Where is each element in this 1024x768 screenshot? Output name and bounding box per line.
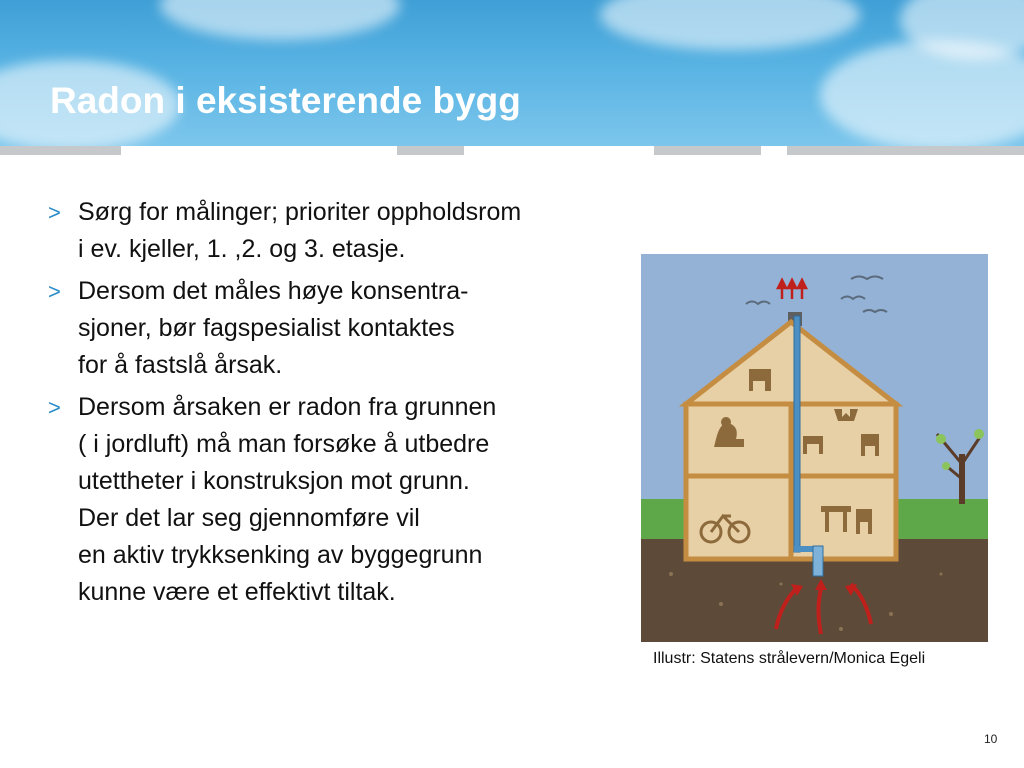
chevron-right-icon: > bbox=[48, 395, 61, 420]
bullet-text: Sørg for målinger; prioriter oppholdsrom i ev. kjeller, 1. ,2. og 3. etasje. bbox=[78, 198, 522, 263]
slide-title: Radon i eksisterende bygg bbox=[50, 80, 521, 121]
header-banner bbox=[0, 0, 1024, 146]
table-icon bbox=[821, 506, 851, 512]
bullet-item bbox=[48, 389, 648, 611]
radon-pipe bbox=[794, 316, 800, 552]
page-number: 10 bbox=[984, 732, 998, 746]
radon-sump bbox=[813, 546, 823, 576]
person-figure-icon bbox=[721, 417, 731, 427]
radon-house-illustration bbox=[641, 254, 988, 642]
bullet-item bbox=[48, 273, 648, 384]
bullet-list bbox=[48, 194, 648, 616]
table-icon bbox=[843, 512, 847, 532]
bullet-text: Dersom årsaken er radon fra grunnen ( i jordluft) må man forsøke å utbedre utettheter i konstruksjon mot grunn. Der det lar seg gjennomføre vil en aktiv trykksenking av byggegrunn kunne være et effektivt tiltak. bbox=[78, 393, 497, 606]
chevron-right-icon: > bbox=[48, 200, 61, 225]
chevron-right-icon: > bbox=[48, 279, 61, 304]
bullet-text: Dersom det måles høye konsentra- sjoner, bør fagspesialist kontaktes for å fastslå årsak. bbox=[78, 277, 469, 379]
radon-exhaust-arrows-icon bbox=[778, 280, 806, 299]
header-stripe bbox=[787, 146, 1024, 155]
header-stripe bbox=[397, 146, 464, 155]
header-stripe bbox=[0, 146, 121, 155]
table-icon bbox=[825, 512, 829, 532]
header-stripe bbox=[654, 146, 761, 155]
bullet-item bbox=[48, 194, 648, 268]
image-caption: Illustr: Statens strålevern/Monica Egeli bbox=[653, 650, 926, 667]
